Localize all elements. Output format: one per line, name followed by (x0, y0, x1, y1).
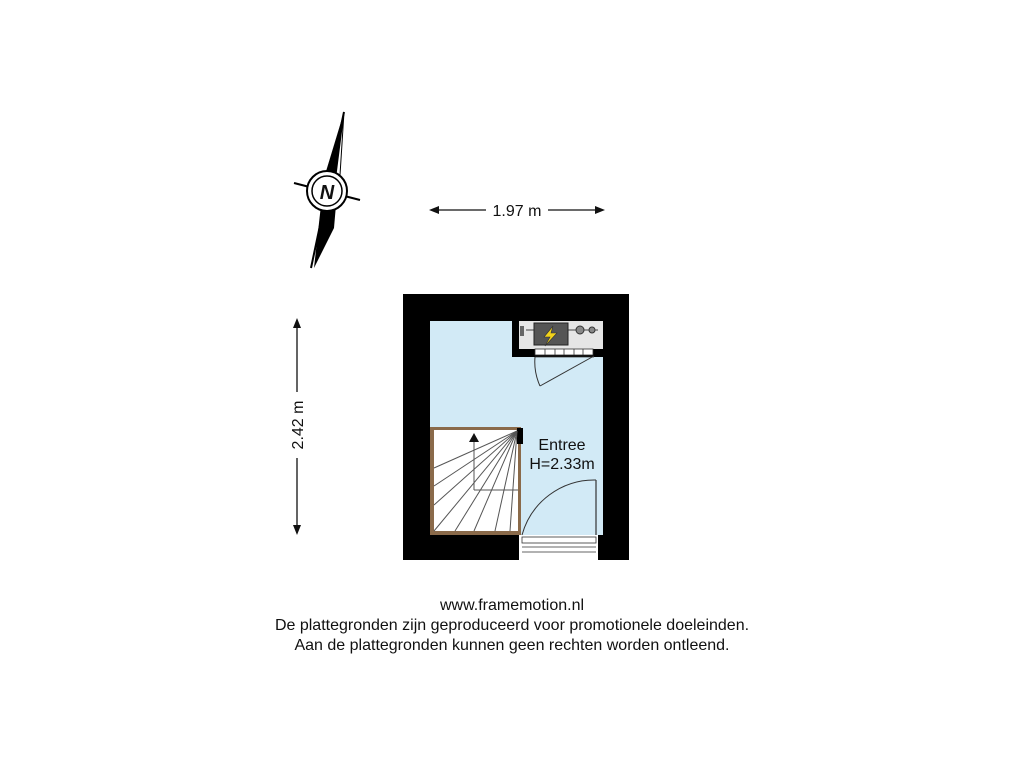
footer-line-1: De plattegronden zijn geproduceerd voor promotionele doeleinden. (274, 617, 750, 634)
height-dimension-label: 2.42 m (290, 400, 307, 450)
footer-disclaimer (0, 596, 1024, 656)
staircase (430, 427, 523, 535)
meter-cabinet (512, 321, 603, 357)
width-dimension-label: 1.97 m (492, 203, 542, 220)
height-dimension (290, 318, 307, 535)
compass-rose-icon (294, 112, 360, 268)
room-ceiling-height: H=2.33m (529, 456, 595, 473)
footer-website: www.framemotion.nl (439, 597, 585, 614)
width-dimension (429, 203, 605, 220)
room-name: Entree (538, 437, 586, 454)
footer-line-2: Aan de plattegronden kunnen geen rechten worden ontleend. (294, 637, 730, 654)
compass-north-label: N (319, 182, 335, 204)
